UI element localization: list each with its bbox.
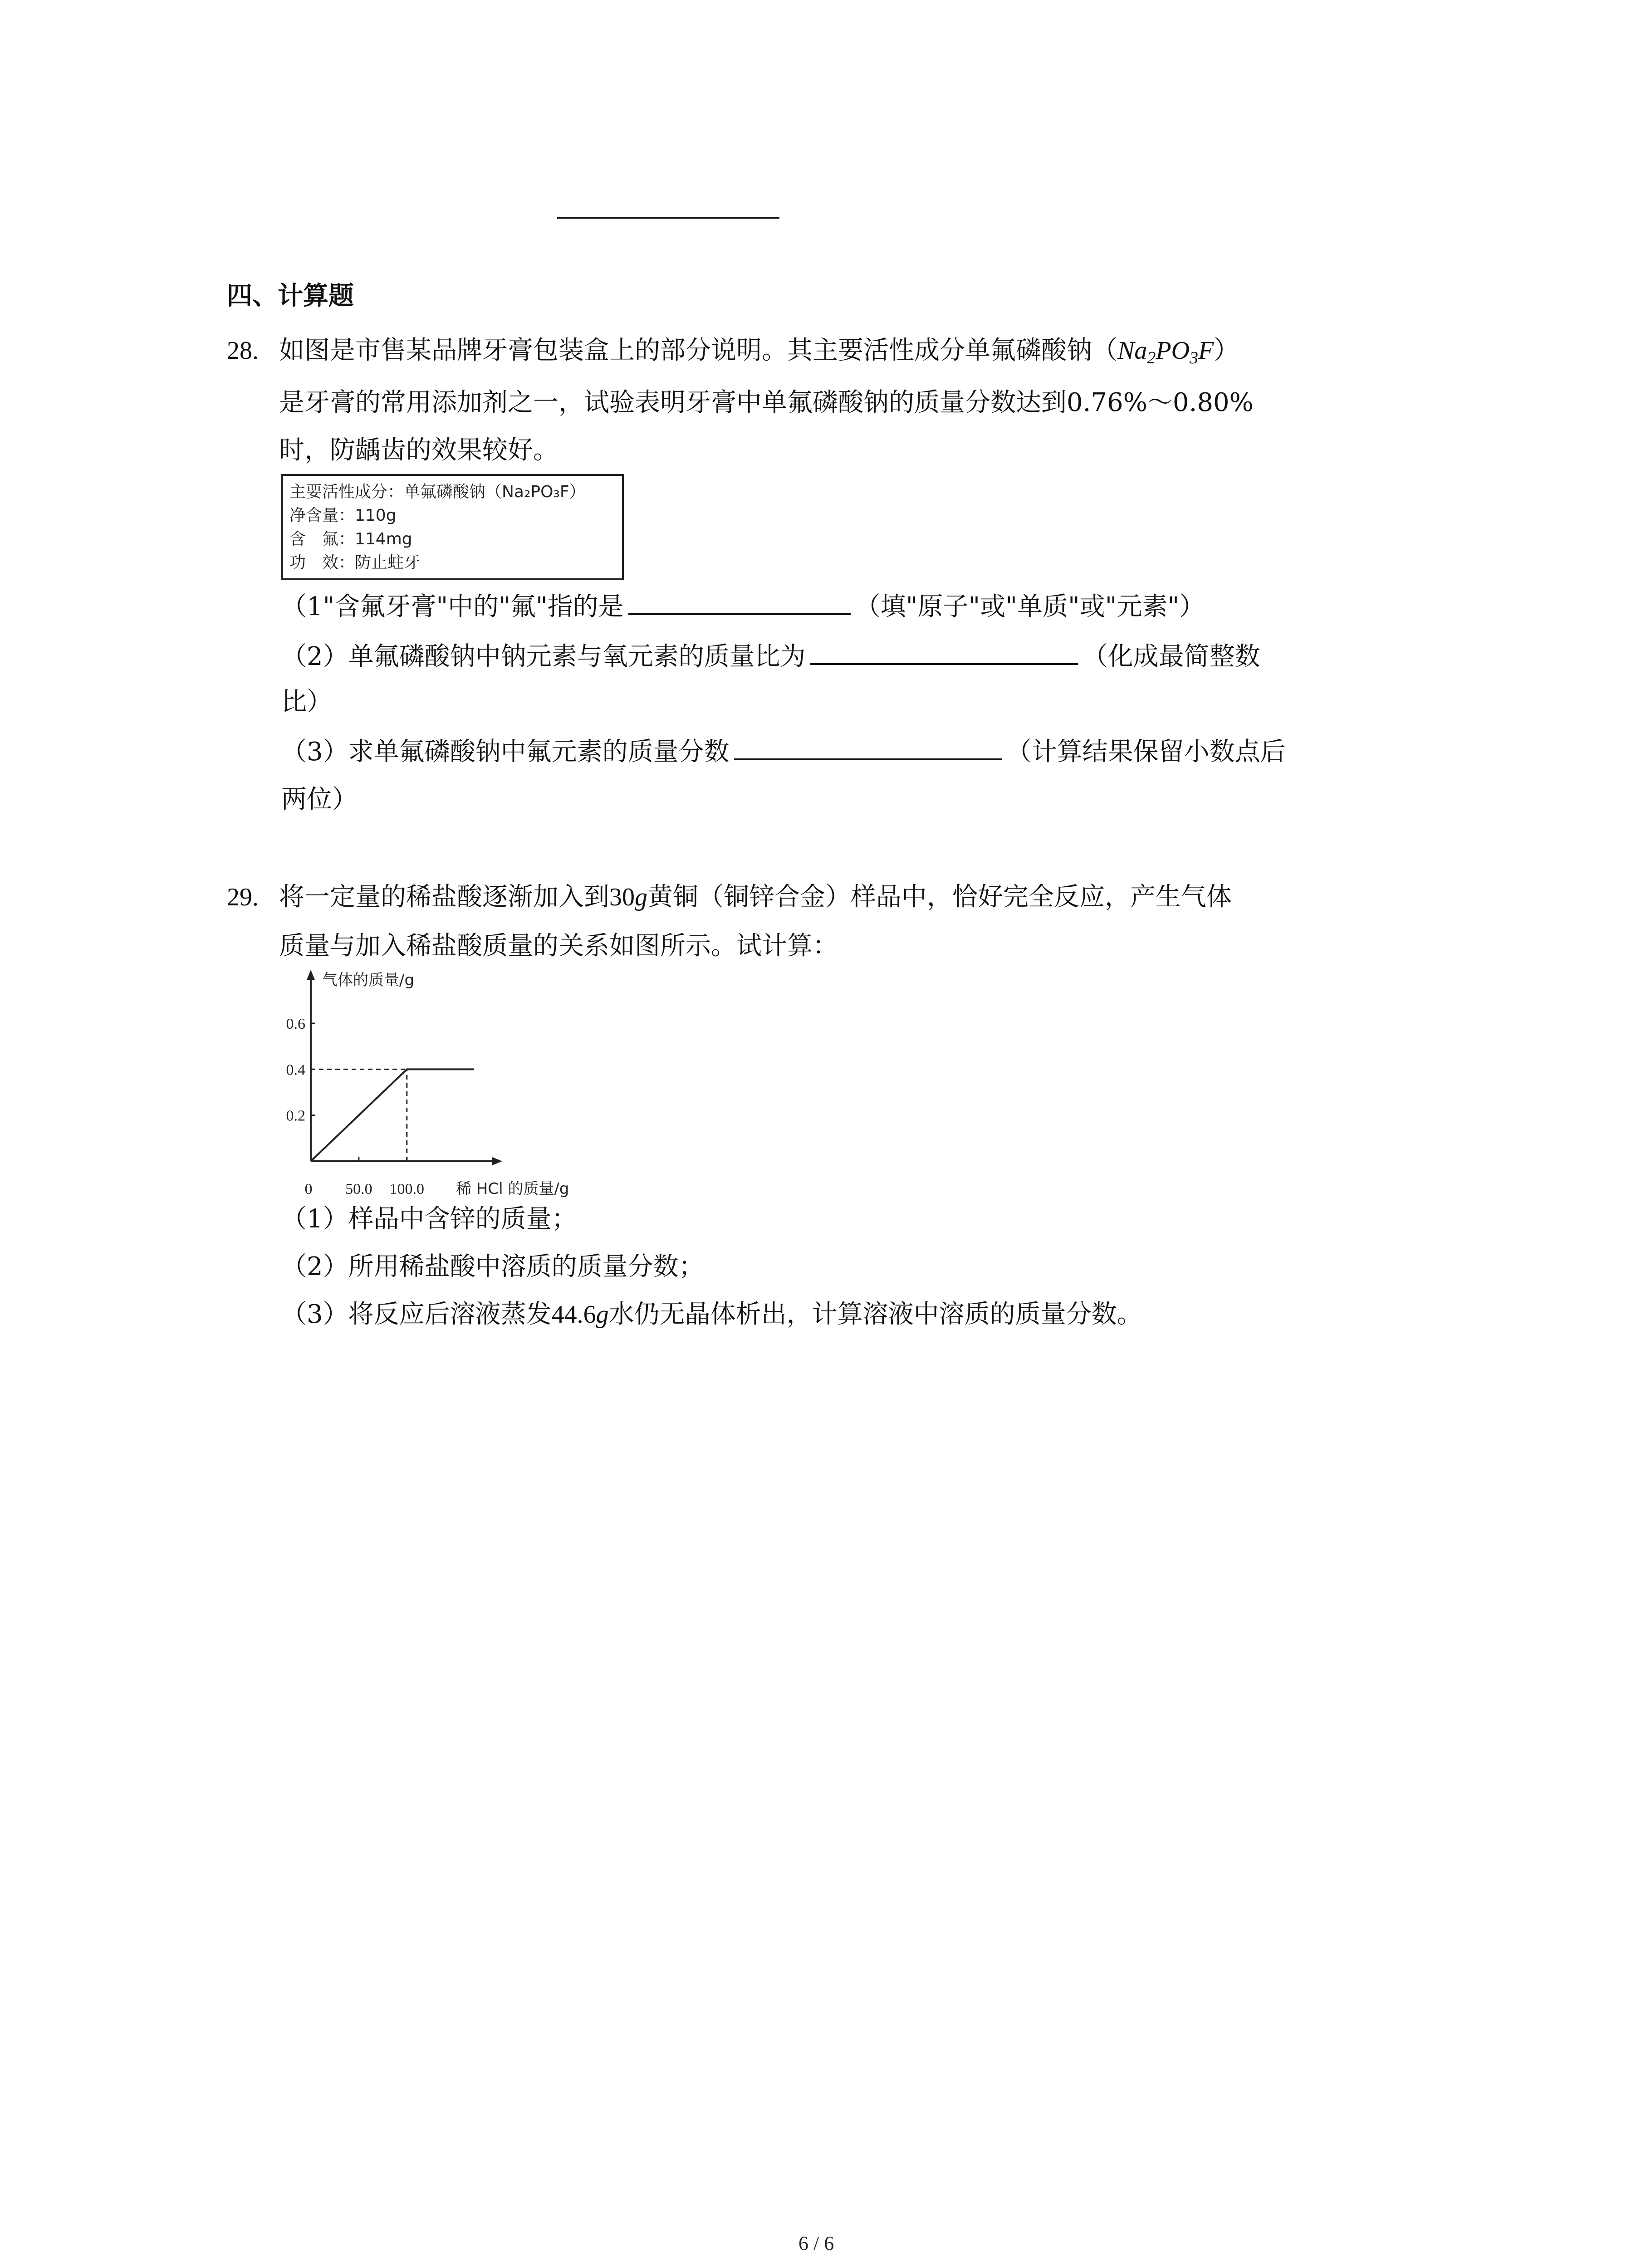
q28-line3: 时，防龋齿的效果较好。: [279, 435, 558, 465]
page-number: 6 / 6: [798, 2232, 834, 2254]
q28-line1-text-b: ）: [1214, 336, 1239, 365]
y-axis-label: 气体的质量/g: [322, 971, 415, 989]
q28-sub2-cont: 比）: [281, 687, 332, 717]
q29-line2: 质量与加入稀盐酸质量的关系如图所示。试计算：: [279, 931, 838, 961]
answer-blank[interactable]: [734, 758, 1002, 760]
x-axis-arrow: [492, 1157, 502, 1165]
x-axis-label: 稀 HCl 的质量/g: [456, 1180, 569, 1198]
label-fluorine: 含 氟：114mg: [289, 530, 412, 548]
y-tick-label: 0.4: [286, 1061, 305, 1079]
q28-line1-text-a: 如图是市售某品牌牙膏包装盒上的部分说明。其主要活性成分单氟磷酸钠（: [279, 336, 1117, 365]
section-title: 四、计算题: [227, 281, 354, 311]
q28-line2: 是牙膏的常用添加剂之一，试验表明牙膏中单氟磷酸钠的质量分数达到0.76%～0.80%: [279, 388, 1254, 417]
q28-sub3-cont: 两位）: [281, 785, 358, 814]
q29-number: 29.: [227, 883, 259, 911]
q28-sub2: （2）单氟磷酸钠中钠元素与氧元素的质量比为 （化成最简整数: [281, 642, 1260, 671]
label-effect: 功 效：防止蛀牙: [289, 553, 421, 572]
answer-blank[interactable]: [628, 613, 851, 615]
q28-line1: [279, 338, 1239, 367]
q29-line1: 将一定量的稀盐酸逐渐加入到30g黄铜（铜锌合金）样品中，恰好完全反应，产生气体: [279, 882, 1232, 912]
q28-sub1: （1"含氟牙膏"中的"氟"指的是 （填"原子"或"单质"或"元素"）: [281, 592, 1205, 621]
y-tick-label: 0.2: [286, 1107, 305, 1124]
top-answer-line: [557, 217, 779, 219]
q28-sub3: （3）求单氟磷酸钠中氟元素的质量分数 （计算结果保留小数点后: [281, 737, 1286, 767]
q29-sub2: （2）所用稀盐酸中溶质的质量分数；: [281, 1252, 704, 1281]
q29-sub3: （3）将反应后溶液蒸发44.6g水仍无晶体析出，计算溶液中溶质的质量分数。: [281, 1300, 1142, 1329]
x-tick-label: 100.0: [389, 1181, 425, 1198]
q29-sub1: （1）样品中含锌的质量；: [281, 1204, 577, 1234]
y-tick-label: 0.6: [286, 1016, 305, 1032]
answer-blank[interactable]: [810, 663, 1078, 665]
q28-formula: $Na_2PO_3F$: [1117, 337, 1214, 367]
gas-mass-chart: [268, 966, 612, 1202]
x-tick-label: 0: [304, 1181, 313, 1198]
label-net-content: 净含量：110g: [289, 506, 397, 525]
x-tick-label: 50.0: [345, 1181, 372, 1198]
label-ingredient: 主要活性成分：单氟磷酸钠（Na₂PO₃F）: [289, 483, 586, 501]
q28-number: 28.: [227, 337, 259, 365]
y-axis-arrow: [307, 970, 315, 980]
series-line: [311, 1069, 474, 1161]
toothpaste-label-box: [281, 474, 624, 580]
